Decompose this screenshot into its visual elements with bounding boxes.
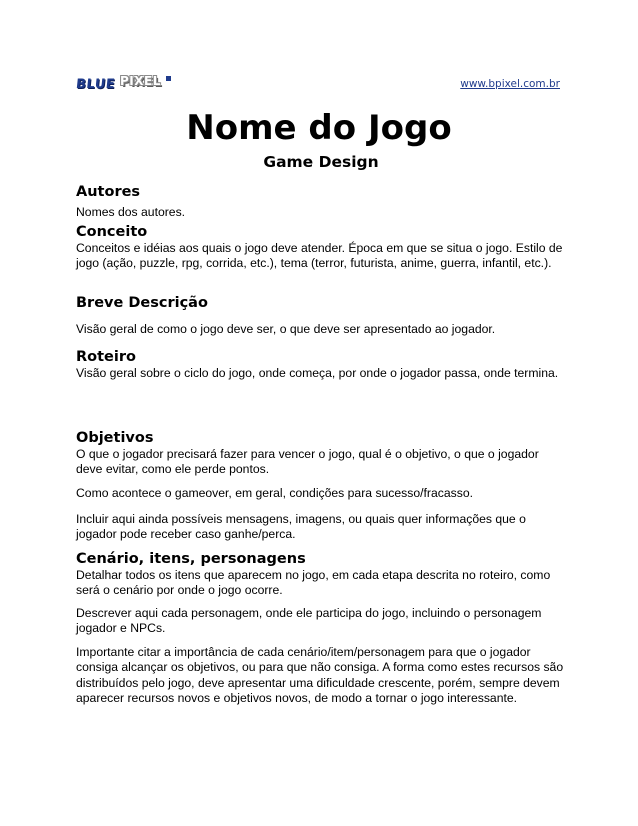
heading-cenario: Cenário, itens, personagens [76, 551, 306, 567]
paragraph-cenario-3: Importante citar a importância de cada cenário/item/personagem para que o jogador consiga alcançar os objetivos, ou para que não consiga. A forma como estes recursos são distribuídos pelo jogo, deve apresentar uma dificuldade crescente, porém, sempre devem aparecer recursos novos e objetivos novos, de modo a tornar o jogo interessante. [76, 645, 564, 706]
paragraph-objetivos-1: O que o jogador precisará fazer para vencer o jogo, qual é o objetivo, o que o jogador deve evitar, como ele perde pontos. [76, 447, 539, 477]
logo-pixel-text: PIXEL [120, 74, 161, 88]
bluepixel-logo [76, 74, 172, 94]
paragraph-objetivos-3: Incluir aqui ainda possíveis mensagens, imagens, ou quais quer informações que o jogador pode receber caso ganhe/perca. [76, 512, 526, 542]
site-url-link[interactable]: www.bpixel.com.br [460, 78, 560, 90]
page-title: Nome do Jogo [186, 108, 452, 148]
heading-breve-descricao: Breve Descrição [76, 295, 208, 311]
paragraph-objetivos-2: Como acontece o gameover, em geral, condições para sucesso/fracasso. [76, 486, 473, 500]
paragraph-autores: Nomes dos autores. [76, 205, 186, 219]
paragraph-breve-descricao: Visão geral de como o jogo deve ser, o que deve ser apresentado ao jogador. [76, 322, 496, 336]
logo-blue-text: BLUE [75, 77, 116, 92]
paragraph-cenario-2: Descrever aqui cada personagem, onde ele participa do jogo, incluindo o personagem jogador e NPCs. [76, 606, 542, 636]
heading-roteiro: Roteiro [76, 349, 136, 365]
paragraph-roteiro: Visão geral sobre o ciclo do jogo, onde começa, por onde o jogador passa, onde termina. [76, 366, 559, 380]
heading-autores: Autores [76, 184, 141, 200]
heading-conceito: Conceito [76, 224, 148, 240]
paragraph-conceito: Conceitos e idéias aos quais o jogo deve atender. Época em que se situa o jogo. Estilo de jogo (ação, puzzle, rpg, corrida, etc.), tema (terror, futurista, anime, guerra, infantil, etc.). [76, 241, 563, 271]
heading-objetivos: Objetivos [76, 430, 154, 446]
logo-square-icon [166, 76, 171, 81]
paragraph-cenario-1: Detalhar todos os itens que aparecem no jogo, em cada etapa descrita no roteiro, como será o cenário por onde o jogo ocorre. [76, 568, 551, 598]
page-subtitle: Game Design [263, 153, 379, 171]
